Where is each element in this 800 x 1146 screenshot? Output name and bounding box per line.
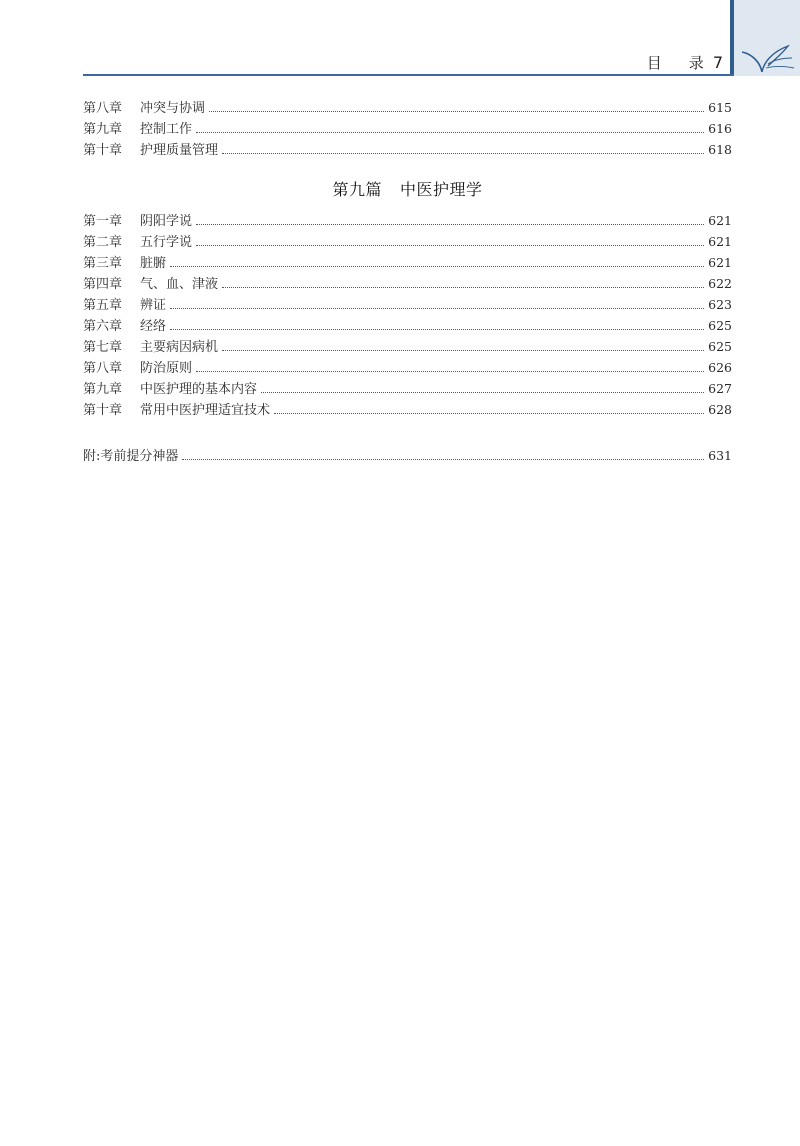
page-number: 626 — [708, 360, 732, 375]
chapter-title: 冲突与协调 — [140, 101, 206, 116]
leader-dots — [222, 287, 704, 288]
chapter-title: 气、血、津液 — [140, 277, 219, 292]
toc-row[interactable] — [83, 273, 732, 294]
page-number: 621 — [708, 234, 732, 249]
part-label: 第九篇 — [332, 180, 382, 199]
header-title-part1: 目 — [646, 54, 663, 72]
leader-dots — [222, 350, 704, 351]
chapter-number: 第四章 — [83, 277, 123, 292]
chapter-number: 第九章 — [83, 122, 123, 137]
toc-section-part9 — [83, 210, 732, 420]
leader-dots — [170, 329, 704, 330]
toc-section-top — [83, 97, 732, 160]
page-number: 618 — [708, 142, 732, 157]
toc-row[interactable] — [83, 336, 732, 357]
chapter-title: 阴阳学说 — [140, 214, 193, 229]
toc-row[interactable] — [83, 357, 732, 378]
toc-row[interactable] — [83, 252, 732, 273]
page-number: 628 — [708, 402, 732, 417]
chapter-title: 控制工作 — [140, 122, 193, 137]
toc-row-appendix[interactable] — [83, 445, 732, 466]
leader-dots — [274, 413, 704, 414]
chapter-title: 中医护理的基本内容 — [140, 382, 258, 397]
chapter-number: 第一章 — [83, 214, 123, 229]
page-number: 627 — [708, 381, 732, 396]
chapter-number: 第十章 — [83, 403, 123, 418]
chapter-title: 脏腑 — [140, 256, 167, 271]
leader-dots — [170, 308, 704, 309]
quill-pen-logo-icon — [738, 44, 796, 74]
page-number: 625 — [708, 339, 732, 354]
leader-dots — [182, 459, 704, 460]
chapter-title: 防治原则 — [140, 361, 193, 376]
appendix-page: 631 — [708, 448, 732, 463]
chapter-number: 第十章 — [83, 143, 123, 158]
part-name: 中医护理学 — [400, 180, 483, 199]
page-number: 615 — [708, 100, 732, 115]
running-header — [647, 52, 724, 73]
chapter-title: 主要病因病机 — [140, 340, 219, 355]
toc-row[interactable] — [83, 139, 732, 160]
toc-row[interactable] — [83, 118, 732, 139]
appendix-title: 附:考前提分神器 — [83, 449, 179, 464]
chapter-title: 五行学说 — [140, 235, 193, 250]
leader-dots — [196, 224, 704, 225]
toc-row[interactable] — [83, 399, 732, 420]
toc-row[interactable] — [83, 315, 732, 336]
leader-dots — [209, 111, 704, 112]
toc-appendix — [83, 445, 732, 466]
header-rule — [83, 74, 734, 76]
leader-dots — [196, 371, 704, 372]
chapter-number: 第七章 — [83, 340, 123, 355]
chapter-number: 第五章 — [83, 298, 123, 313]
chapter-number: 第六章 — [83, 319, 123, 334]
leader-dots — [222, 153, 704, 154]
page-number: 621 — [708, 213, 732, 228]
header-page-number: 7 — [712, 53, 724, 72]
header-title-part2: 录 — [688, 54, 705, 72]
page-number: 623 — [708, 297, 732, 312]
chapter-number: 第九章 — [83, 382, 123, 397]
toc-row[interactable] — [83, 97, 732, 118]
leader-dots — [196, 132, 704, 133]
toc-row[interactable] — [83, 210, 732, 231]
toc-row[interactable] — [83, 231, 732, 252]
chapter-number: 第八章 — [83, 361, 123, 376]
page-number: 622 — [708, 276, 732, 291]
chapter-title: 经络 — [140, 319, 167, 334]
part-title — [83, 177, 732, 200]
chapter-title: 护理质量管理 — [140, 143, 219, 158]
chapter-number: 第二章 — [83, 235, 123, 250]
chapter-title: 辨证 — [140, 298, 167, 313]
header-tab-stripe — [730, 0, 734, 76]
toc-row[interactable] — [83, 294, 732, 315]
page-number: 621 — [708, 255, 732, 270]
page-number: 625 — [708, 318, 732, 333]
chapter-number: 第八章 — [83, 101, 123, 116]
toc-row[interactable] — [83, 378, 732, 399]
chapter-number: 第三章 — [83, 256, 123, 271]
leader-dots — [170, 266, 704, 267]
page-number: 616 — [708, 121, 732, 136]
leader-dots — [196, 245, 704, 246]
chapter-title: 常用中医护理适宜技术 — [140, 403, 271, 418]
leader-dots — [261, 392, 704, 393]
